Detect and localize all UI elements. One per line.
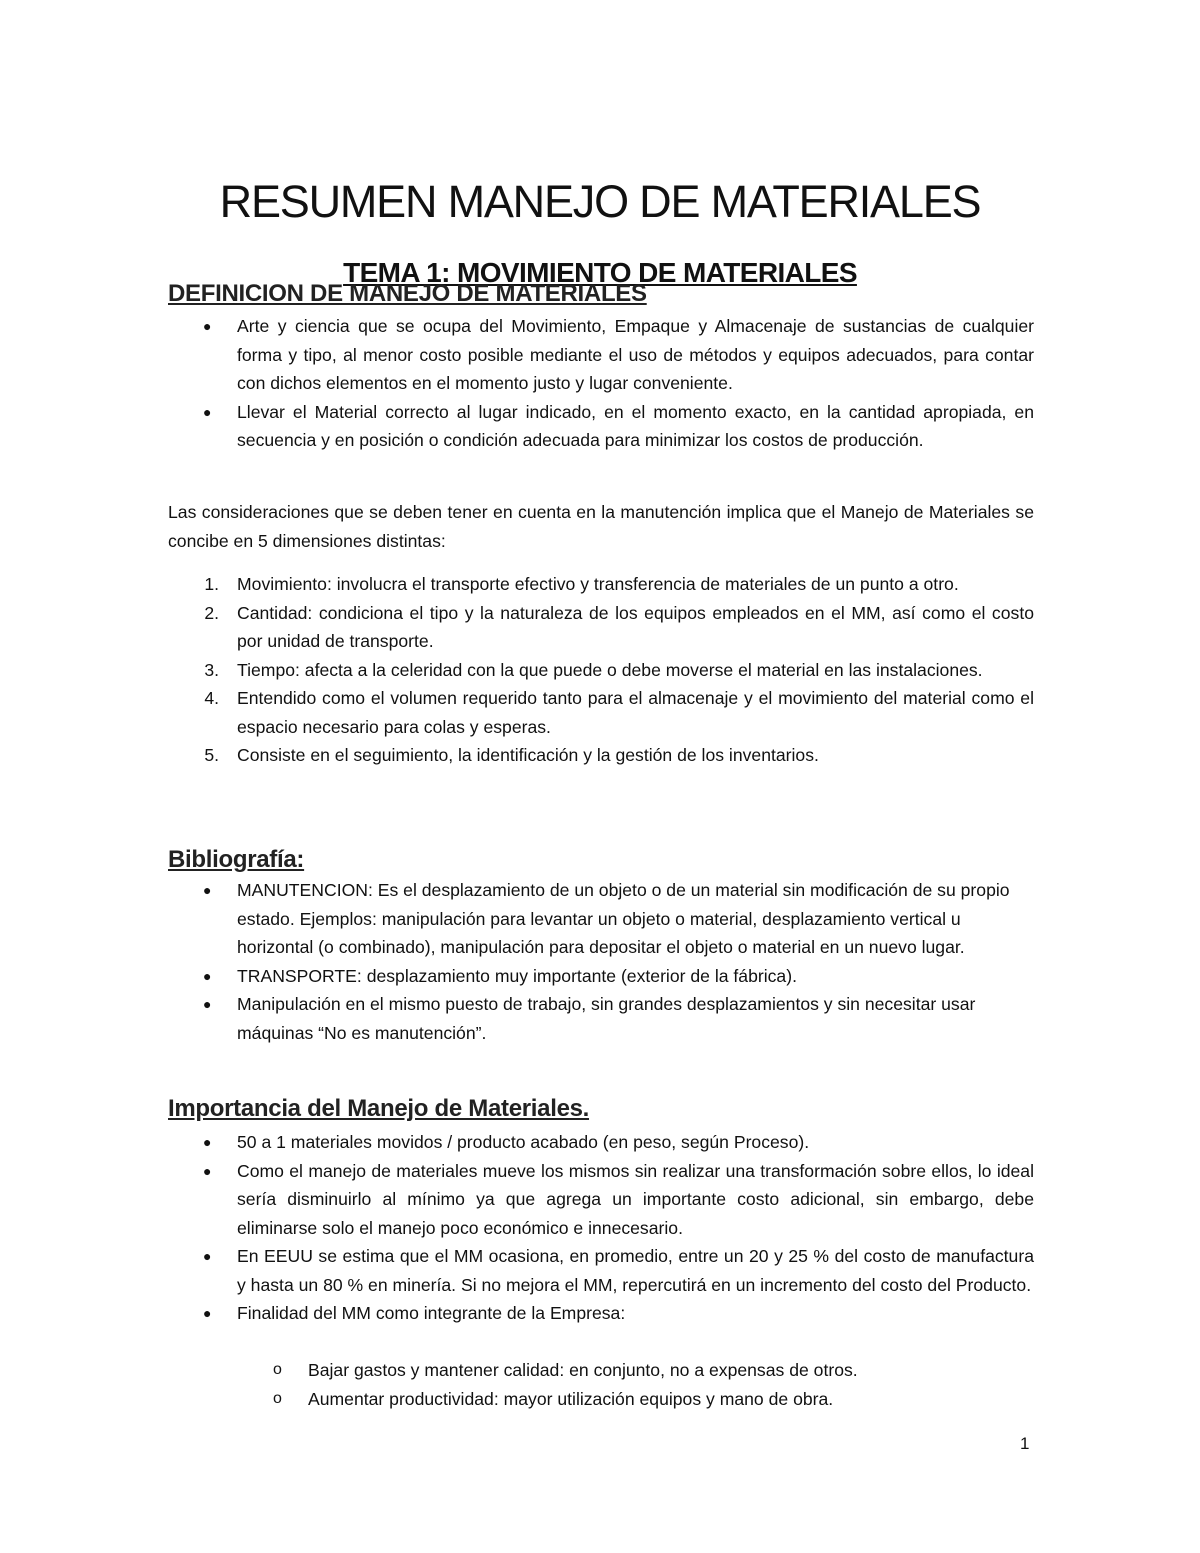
list-number: 1. xyxy=(204,574,219,594)
list-item-text: Arte y ciencia que se ocupa del Movimiento, Empaque y Almacenaje de sustancias de cualquier forma y tipo, al menor costo posible mediante el uso de métodos y equipos adecuados, para contar con dichos elementos en el momento justo y lugar conveniente. xyxy=(237,316,1034,393)
list-item-text: Entendido como el volumen requerido tanto para el almacenaje y el movimiento del material como el espacio necesario para colas y esperas. xyxy=(237,688,1034,737)
list-item xyxy=(203,398,1034,455)
list-item-text: Cantidad: condiciona el tipo y la naturaleza de los equipos empleados en el MM, así como el costo por unidad de transporte. xyxy=(237,602,1034,651)
list-item xyxy=(203,876,1034,962)
document-title: RESUMEN MANEJO DE MATERIALES xyxy=(219,176,981,228)
list-item xyxy=(203,1157,1034,1243)
list-item-text: Manipulación en el mismo puesto de trabajo, sin grandes desplazamientos y sin necesitar usar máquinas “No es manutención”. xyxy=(237,994,976,1043)
list-item-text: Movimiento: involucra el transporte efectivo y transferencia de materiales de un punto a otro. xyxy=(237,574,959,594)
list-number: 4. xyxy=(204,688,219,708)
list-item-text: Finalidad del MM como integrante de la Empresa: xyxy=(237,1303,626,1323)
importancia-bullet-list xyxy=(203,1128,1034,1328)
bullet-icon: ● xyxy=(203,318,212,334)
list-item xyxy=(273,1385,1034,1414)
list-item xyxy=(273,1356,1034,1385)
list-item xyxy=(203,962,1034,991)
list-item xyxy=(203,312,1034,398)
list-item xyxy=(203,990,1034,1047)
list-item xyxy=(203,1128,1034,1157)
list-item-text: Aumentar productividad: mayor utilización equipos y mano de obra. xyxy=(308,1388,834,1409)
list-item-text: Llevar el Material correcto al lugar indicado, en el momento exacto, en la cantidad apropiada, en secuencia y en posición o condición adecuada para minimizar los costos de producción. xyxy=(237,401,1034,450)
list-item xyxy=(204,684,1034,741)
section-heading-definicion: DEFINICION DE MANEJO DE MATERIALES xyxy=(168,280,647,307)
list-item xyxy=(203,1242,1034,1299)
bullet-icon: ● xyxy=(203,996,212,1012)
page-number: 1 xyxy=(1020,1434,1030,1453)
definicion-bullet-list xyxy=(203,312,1034,455)
list-item-text: Consiste en el seguimiento, la identificación y la gestión de los inventarios. xyxy=(237,745,819,765)
list-item-text: 50 a 1 materiales movidos / producto acabado (en peso, según Proceso). xyxy=(237,1132,810,1152)
list-item xyxy=(204,741,1034,770)
list-item-text: Como el manejo de materiales mueve los mismos sin realizar una transformación sobre ellos, lo ideal sería disminuirlo al mínimo ya que agrega un importante costo adicional, sin embargo, debe eliminarse solo el manejo poco económico e innecesario. xyxy=(237,1160,1034,1238)
dimensions-intro-paragraph: Las consideraciones que se deben tener en cuenta en la manutención implica que el Manejo de Materiales se concibe en 5 dimensiones distintas: xyxy=(168,502,1034,551)
list-item-text: Bajar gastos y mantener calidad: en conjunto, no a expensas de otros. xyxy=(308,1360,858,1380)
list-item-text: En EEUU se estima que el MM ocasiona, en promedio, entre un 20 y 25 % del costo de manufactura y hasta un 80 % en minería. Si no mejora el MM, repercutirá en un incremento del costo del Producto. xyxy=(237,1246,1034,1295)
section-heading-bibliografia: Bibliografía: xyxy=(168,846,305,873)
bibliografia-bullet-list xyxy=(203,876,1034,1047)
list-item xyxy=(204,599,1034,656)
bullet-icon: ● xyxy=(203,1162,212,1179)
dimensions-numbered-list xyxy=(204,570,1034,770)
list-number: 2. xyxy=(204,602,219,623)
bullet-icon: ● xyxy=(203,967,212,984)
list-item xyxy=(204,570,1034,599)
circle-bullet-icon: o xyxy=(273,1389,282,1407)
list-item xyxy=(204,656,1034,685)
bullet-icon: ● xyxy=(203,1248,212,1264)
bullet-icon: ● xyxy=(203,882,212,898)
list-number: 3. xyxy=(204,659,219,680)
circle-bullet-icon: o xyxy=(273,1361,282,1378)
list-number: 5. xyxy=(204,745,219,765)
document-subtitle: TEMA 1: MOVIMIENTO DE MATERIALES xyxy=(343,257,857,289)
bullet-icon: ● xyxy=(203,1305,212,1321)
list-item-text: TRANSPORTE: desplazamiento muy importante (exterior de la fábrica). xyxy=(237,965,797,986)
list-item xyxy=(203,1299,1034,1328)
bullet-icon: ● xyxy=(203,1134,212,1150)
bullet-icon: ● xyxy=(203,403,212,420)
finalidad-sub-list xyxy=(273,1356,1034,1413)
section-heading-importancia: Importancia del Manejo de Materiales. xyxy=(168,1095,590,1122)
list-item-text: Tiempo: afecta a la celeridad con la que puede o debe moverse el material en las instalaciones. xyxy=(237,659,983,680)
list-item-text: MANUTENCION: Es el desplazamiento de un objeto o de un material sin modificación de su propio estado. Ejemplos: manipulación para levantar un objeto o material, desplazamiento vertical u horizontal (o combinado), manipulación para depositar el objeto o material en un nuevo lugar. xyxy=(237,880,1010,957)
